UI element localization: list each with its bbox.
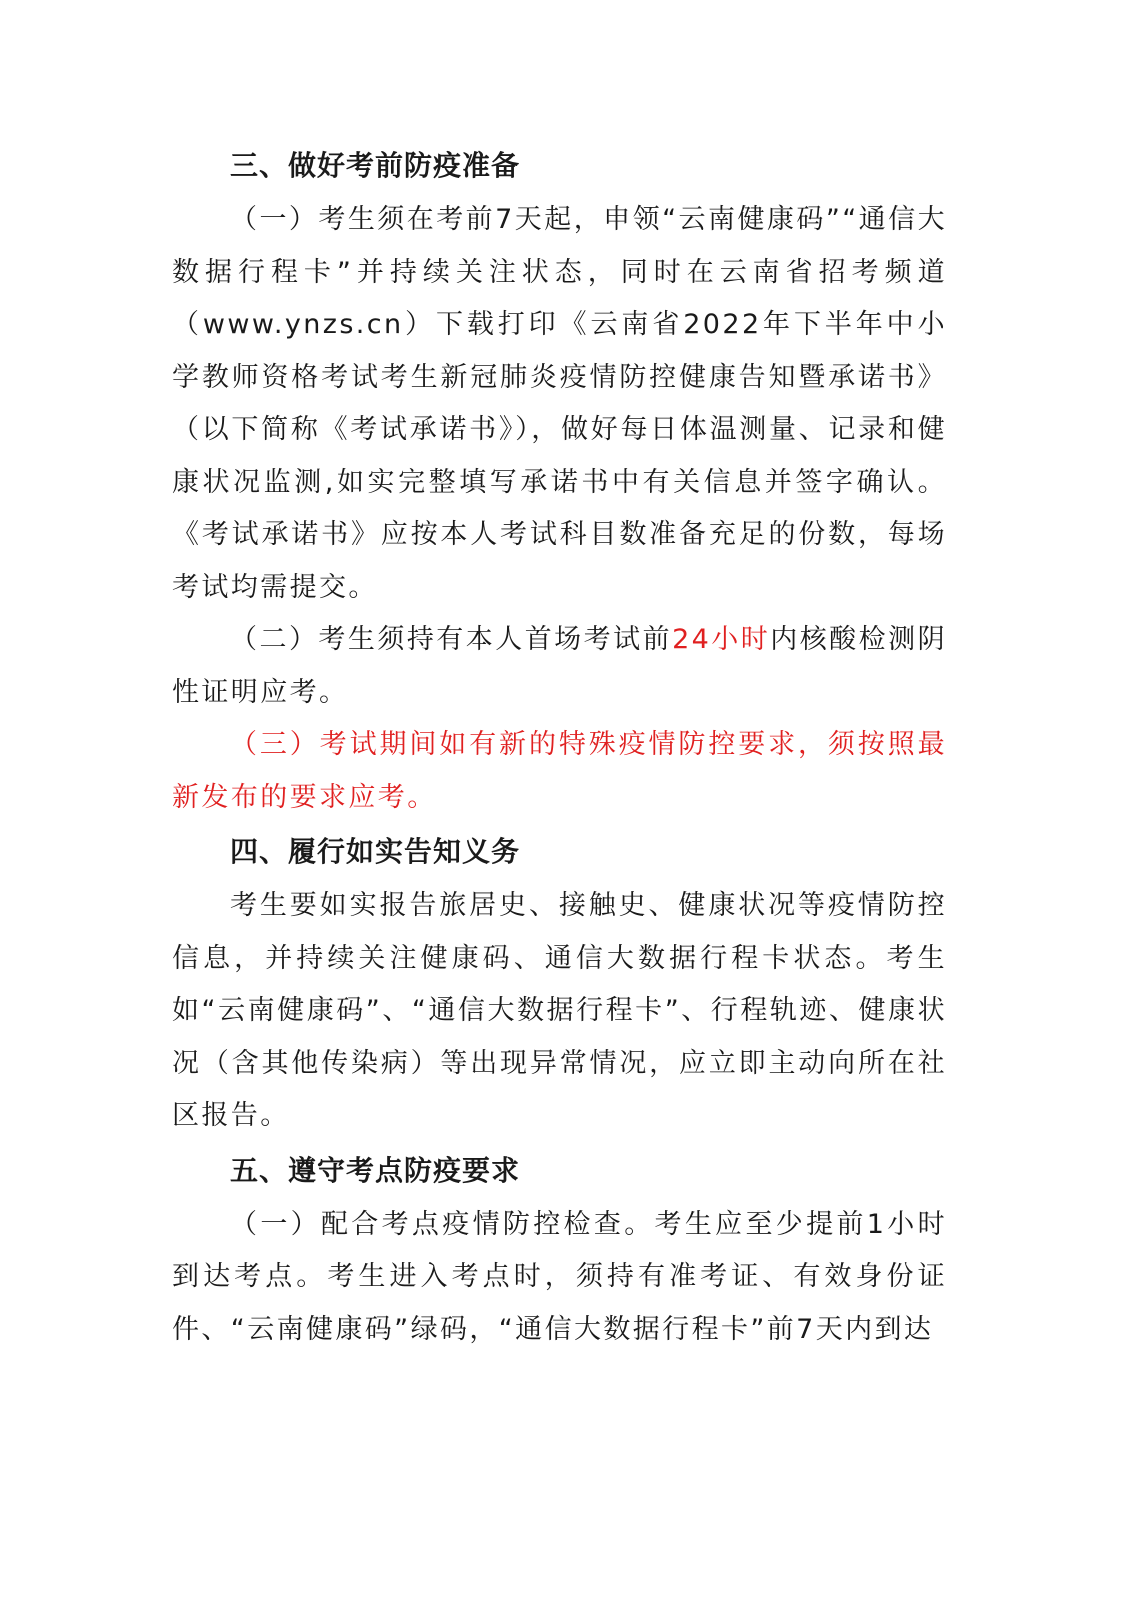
document-page <box>172 138 947 1356</box>
section-4-heading: 四、履行如实告知义务 <box>230 835 521 868</box>
section-5-heading: 五、遵守考点防疫要求 <box>230 1153 521 1187</box>
section-3-paragraph-2-text-before: （二）考生须持有本人首场考试前 <box>230 624 673 655</box>
section-3-paragraph-3: （三）考试期间如有新的特殊疫情防控要求，须按照最新发布的要求应考。 <box>172 729 947 813</box>
section-4-paragraph-1: 考生要如实报告旅居史、接触史、健康状况等疫情防控信息，并持续关注健康码、通信大数据行程卡状态。考生如“云南健康码”、“通信大数据行程卡”、行程轨迹、健康状况（含其他传染病）等出现异常情况，应立即主动向所在社区报告。 <box>172 890 947 1131</box>
section-3-paragraph-1: （一）考生须在考前7天起，申领“云南健康码”“通信大数据行程卡”并持续关注状态，同时在云南省招考频道（www.ynzs.cn）下载打印《云南省2022年下半年中小学教师资格考试考生新冠肺炎疫情防控健康告知暨承诺书》（以下简称《考试承诺书》），做好每日体温测量、记录和健康状况监测,如实完整填写承诺书中有关信息并签字确认。《考试承诺书》应按本人考试科目数准备充足的份数，每场考试均需提交。 <box>172 204 947 603</box>
section-5-paragraph-1: （一）配合考点疫情防控检查。考生应至少提前1小时到达考点。考生进入考点时，须持有准考证、有效身份证件、“云南健康码”绿码，“通信大数据行程卡”前7天内到达 <box>172 1208 947 1345</box>
highlight-24-hours: 24小时 <box>672 624 771 655</box>
section-3-heading: 三、做好考前防疫准备 <box>230 149 521 182</box>
section-3-paragraph-2-text-after: 内核酸检测阴性证明应考。 <box>172 624 947 708</box>
section-3-paragraph-2 <box>172 614 947 719</box>
